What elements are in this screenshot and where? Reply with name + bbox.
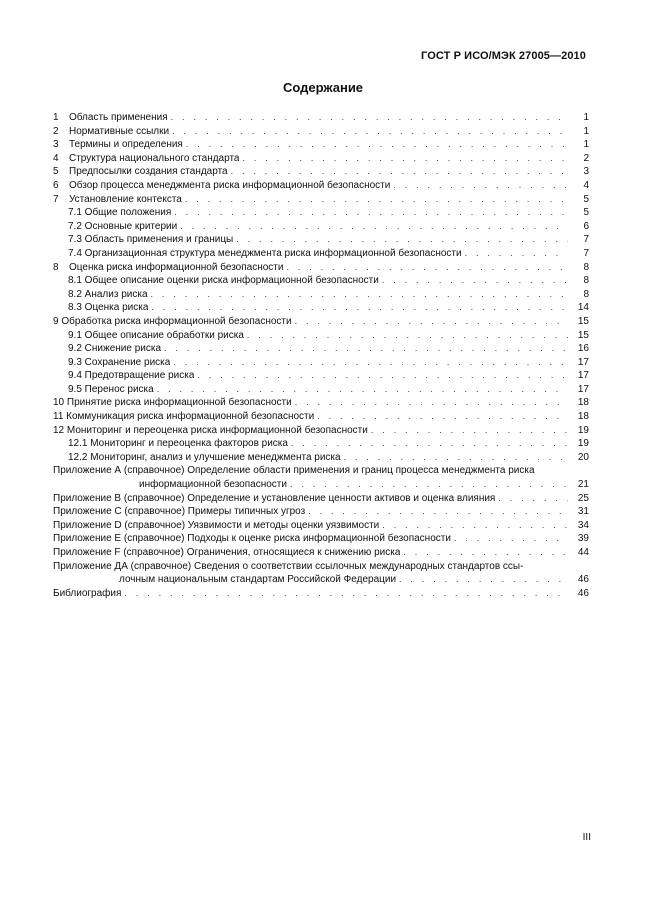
toc-page-number: 7 [583, 247, 589, 259]
toc-page-number: 46 [577, 587, 589, 599]
toc-entry[interactable] [53, 261, 589, 275]
toc-page-number: 1 [583, 139, 589, 151]
toc-page-number: 7 [583, 234, 589, 246]
toc-entry-text: 7.3 Область применения и границы [68, 234, 234, 246]
toc-entry[interactable] [53, 369, 589, 383]
toc-page-number: 5 [583, 193, 589, 205]
toc-page-number: 2 [583, 152, 589, 164]
toc-entry-text: Нормативные ссылки [69, 125, 170, 137]
dot-leader [151, 301, 568, 315]
page-title: Содержание [282, 80, 364, 95]
toc-page-number: 39 [577, 533, 589, 545]
dot-leader [344, 451, 568, 465]
toc-entry-number: 8 [53, 261, 59, 273]
toc-entry-text: Обзор процесса менеджмента риска информационной безопасности [69, 179, 391, 191]
toc-page-number: 14 [577, 302, 589, 314]
dot-leader [291, 437, 568, 451]
toc-entry-text: Приложение Е (справочное) Подходы к оценке риска информационной безопасности [53, 533, 451, 545]
toc-entry[interactable] [53, 383, 589, 397]
toc-page-number: 1 [583, 125, 589, 137]
toc-entry-appendix-c[interactable] [53, 505, 589, 519]
toc-entry[interactable] [53, 152, 589, 166]
toc-entry-text: 9.3 Сохранение риска [68, 356, 171, 368]
toc-entry[interactable] [53, 424, 589, 438]
toc-entry-text: Оценка риска информационной безопасности [69, 261, 284, 273]
dot-leader [317, 410, 568, 424]
toc-entry-text: 8.3 Оценка риска [68, 302, 149, 314]
toc-entry-appendix-d[interactable] [53, 519, 589, 533]
toc-entry-number: 7 [53, 193, 59, 205]
toc-entry-text: 8.1 Общее описание оценки риска информационной безопасности [68, 275, 379, 287]
toc-page-number: 19 [577, 438, 589, 450]
dot-leader [157, 383, 568, 397]
toc-entry[interactable] [53, 410, 589, 424]
toc-entry-text: 9 Обработка риска информационной безопасности [53, 315, 292, 327]
toc-entry-appendix-e[interactable] [53, 532, 589, 546]
dot-leader [124, 587, 568, 601]
toc-entry-text: 12 Мониторинг и переоценка риска информационной безопасности [53, 424, 368, 436]
toc-entry-appendix-b[interactable] [53, 492, 589, 506]
toc-page-number: 44 [577, 547, 589, 558]
toc-entry-text: информационной безопасности [139, 479, 287, 491]
toc-entry[interactable] [53, 342, 589, 356]
toc-page-number: 18 [577, 411, 589, 423]
dot-leader [173, 356, 568, 370]
toc-entry[interactable] [53, 356, 589, 370]
toc-page-number: 19 [577, 424, 589, 436]
standard-header: ГОСТ Р ИСО/МЭК 27005—2010 [421, 50, 586, 62]
dot-leader [382, 274, 568, 288]
toc-entry-text: Приложение В (справочное) Определение и установление ценности активов и оценка влияния [53, 492, 496, 504]
toc-entry[interactable] [53, 165, 589, 179]
dot-leader [295, 315, 568, 329]
toc-page-number: 8 [583, 261, 589, 273]
toc-entry-text: Приложение D (справочное) Уязвимости и методы оценки уязвимости [53, 519, 380, 531]
toc-entry-text: 8.2 Анализ риска [68, 288, 148, 300]
dot-leader [186, 138, 568, 152]
dot-leader [171, 111, 568, 125]
toc-entry-text: 9.1 Общее описание обработки риска [68, 329, 244, 341]
dot-leader [290, 478, 568, 492]
toc-entry-text: 11 Коммуникация риска информационной безопасности [53, 411, 315, 423]
toc-page-number: 18 [577, 397, 589, 409]
toc-page-number: 5 [583, 207, 589, 219]
toc-entry-appendix-a-cont[interactable] [53, 478, 589, 492]
toc-entry-text: 7.2 Основные критерии [68, 220, 178, 232]
dot-leader [180, 220, 568, 234]
toc-entry-text: Предпосылки создания стандарта [69, 166, 228, 178]
page-folio: III [582, 832, 591, 843]
toc-entry[interactable] [53, 288, 589, 302]
dot-leader [236, 233, 568, 247]
toc-page-number: 21 [577, 479, 589, 491]
dot-leader [164, 342, 568, 356]
toc-page-number: 20 [577, 451, 589, 463]
toc-entry-number: 4 [53, 152, 59, 164]
toc-entry[interactable] [53, 329, 589, 343]
toc-entry-text: 12.2 Мониторинг, анализ и улучшение менеджмента риска [68, 451, 341, 463]
toc-page-number: 15 [577, 315, 589, 327]
toc-entry[interactable] [53, 138, 589, 152]
toc-entry-number: 3 [53, 139, 59, 151]
dot-leader [295, 396, 568, 410]
toc-entry-appendix-f[interactable] [53, 546, 589, 560]
table-of-contents [53, 111, 589, 600]
toc-entry-text: Область применения [69, 112, 168, 123]
toc-entry-text: Термины и определения [69, 139, 183, 151]
toc-entry-text: 9.5 Перенос риска [68, 383, 154, 395]
dot-leader [498, 492, 568, 506]
dot-leader [308, 505, 568, 519]
toc-entry-text: Приложение ДА (справочное) Сведения о соответствии ссылочных международных стандартов ссы- [53, 560, 524, 572]
toc-entry-number: 5 [53, 166, 59, 178]
toc-page-number: 31 [577, 506, 589, 518]
toc-entry[interactable] [53, 437, 589, 451]
toc-page-number: 16 [577, 343, 589, 355]
toc-page-number: 34 [577, 519, 589, 531]
toc-page-number: 25 [577, 492, 589, 504]
toc-page-number: 46 [577, 574, 589, 586]
dot-leader [403, 546, 568, 560]
dot-leader [231, 165, 568, 179]
toc-entry-text: 7.4 Организационная структура менеджмента риска информационной безопасности [68, 247, 462, 259]
toc-entry-text: 7.1 Общие положения [68, 207, 172, 219]
toc-entry[interactable] [53, 233, 589, 247]
toc-entry[interactable] [53, 301, 589, 315]
toc-page-number: 1 [583, 112, 589, 123]
toc-page-number: 6 [583, 220, 589, 232]
dot-leader [185, 193, 568, 207]
toc-entry-text: Установление контекста [69, 193, 182, 205]
dot-leader [382, 519, 568, 533]
toc-entry[interactable] [53, 193, 589, 207]
toc-entry-appendix-da-cont[interactable] [53, 573, 589, 587]
toc-entry-appendix-a[interactable] [53, 464, 589, 478]
toc-page-number: 8 [583, 288, 589, 300]
dot-leader [454, 532, 568, 546]
toc-entry[interactable] [53, 451, 589, 465]
dot-leader [393, 179, 568, 193]
toc-entry-text: Приложение А (справочное) Определение области применения и границ процесса менеджмента риска [53, 465, 535, 477]
toc-entry-bibliography[interactable] [53, 587, 589, 601]
toc-entry-number: 2 [53, 125, 59, 137]
toc-entry[interactable] [53, 274, 589, 288]
dot-leader [151, 288, 568, 302]
toc-entry-text: 10 Принятие риска информационной безопасности [53, 397, 292, 409]
toc-page-number: 17 [577, 356, 589, 368]
toc-page-number: 17 [577, 383, 589, 395]
toc-page-number: 4 [583, 179, 589, 191]
toc-entry[interactable] [53, 220, 589, 234]
toc-entry-number: 1 [53, 112, 59, 123]
toc-entry-text: 12.1 Мониторинг и переоценка факторов риска [68, 438, 288, 450]
toc-page-number: 17 [577, 370, 589, 382]
dot-leader [399, 573, 568, 587]
dot-leader [174, 206, 568, 220]
dot-leader [286, 261, 568, 275]
toc-entry-text: 9.4 Предотвращение риска [68, 370, 195, 382]
dot-leader [242, 152, 568, 166]
toc-entry-appendix-da[interactable] [53, 560, 589, 574]
toc-entry[interactable] [53, 396, 589, 410]
toc-entry-text: Структура национального стандарта [69, 152, 240, 164]
toc-entry[interactable] [53, 206, 589, 220]
dot-leader [247, 329, 568, 343]
dot-leader [371, 424, 568, 438]
dot-leader [172, 125, 568, 139]
toc-entry-text: Библиография [53, 587, 122, 599]
toc-entry-text: лочным национальным стандартам Российской Федерации [119, 574, 397, 586]
toc-entry[interactable] [53, 179, 589, 193]
toc-entry[interactable] [53, 111, 589, 125]
toc-entry[interactable] [53, 247, 589, 261]
toc-entry-number: 6 [53, 179, 59, 191]
toc-entry-text: Приложение С (справочное) Примеры типичных угроз [53, 506, 306, 518]
toc-page-number: 3 [583, 166, 589, 178]
dot-leader [465, 247, 568, 261]
toc-entry[interactable] [53, 125, 589, 139]
toc-entry-text: Приложение F (справочное) Ограничения, относящиеся к снижению риска [53, 547, 401, 558]
toc-entry-text: 9.2 Снижение риска [68, 343, 162, 355]
toc-page-number: 15 [577, 329, 589, 341]
toc-entry[interactable] [53, 315, 589, 329]
toc-page-number: 8 [583, 275, 589, 287]
dot-leader [197, 369, 568, 383]
